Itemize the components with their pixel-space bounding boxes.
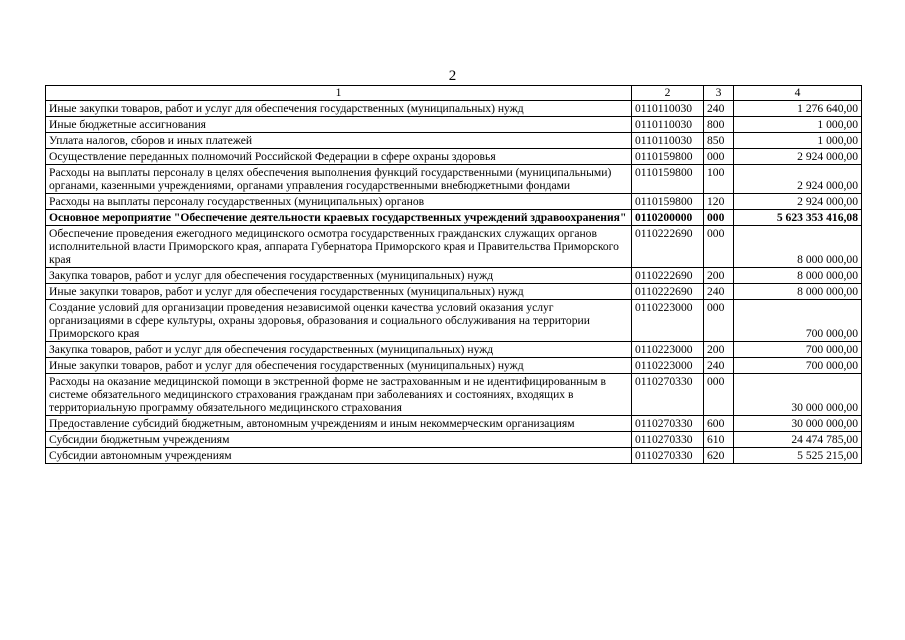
row-sum: 700 000,00	[734, 300, 862, 342]
row-sum: 1 000,00	[734, 117, 862, 133]
row-name: Иные закупки товаров, работ и услуг для обеспечения государственных (муниципальных) нужд	[46, 358, 632, 374]
row-expense-type: 240	[704, 101, 734, 117]
table-row	[46, 432, 862, 448]
row-name: Осуществление переданных полномочий Российской Федерации в сфере охраны здоровья	[46, 149, 632, 165]
row-sum: 8 000 000,00	[734, 268, 862, 284]
table-row	[46, 133, 862, 149]
budget-table	[45, 85, 862, 464]
row-sum: 24 474 785,00	[734, 432, 862, 448]
row-name: Основное мероприятие "Обеспечение деятельности краевых государственных учреждений здравоохранения"	[46, 210, 632, 226]
table-row	[46, 416, 862, 432]
row-name: Расходы на выплаты персоналу государственных (муниципальных) органов	[46, 194, 632, 210]
row-expense-type: 000	[704, 226, 734, 268]
table-row	[46, 194, 862, 210]
table-row	[46, 165, 862, 194]
table-row	[46, 342, 862, 358]
header-col-sum: 4	[734, 86, 862, 101]
row-sum: 8 000 000,00	[734, 284, 862, 300]
row-name: Закупка товаров, работ и услуг для обеспечения государственных (муниципальных) нужд	[46, 268, 632, 284]
row-sum: 700 000,00	[734, 358, 862, 374]
row-code: 0110270330	[632, 432, 704, 448]
page-number: 2	[448, 68, 457, 84]
table-row	[46, 226, 862, 268]
row-name: Иные бюджетные ассигнования	[46, 117, 632, 133]
row-expense-type: 120	[704, 194, 734, 210]
row-code: 0110223000	[632, 342, 704, 358]
row-name: Закупка товаров, работ и услуг для обеспечения государственных (муниципальных) нужд	[46, 342, 632, 358]
row-code: 0110222690	[632, 284, 704, 300]
header-col-type: 3	[704, 86, 734, 101]
row-code: 0110110030	[632, 101, 704, 117]
row-expense-type: 000	[704, 374, 734, 416]
row-sum: 2 924 000,00	[734, 194, 862, 210]
table-row	[46, 358, 862, 374]
row-code: 0110270330	[632, 416, 704, 432]
row-code: 0110270330	[632, 448, 704, 464]
row-expense-type: 200	[704, 268, 734, 284]
header-col-name: 1	[46, 86, 632, 101]
row-expense-type: 000	[704, 149, 734, 165]
row-code: 0110222690	[632, 268, 704, 284]
row-code: 0110223000	[632, 358, 704, 374]
row-sum: 30 000 000,00	[734, 374, 862, 416]
row-sum: 1 276 640,00	[734, 101, 862, 117]
row-name: Предоставление субсидий бюджетным, автономным учреждениям и иным некоммерческим организациям	[46, 416, 632, 432]
table-row	[46, 374, 862, 416]
table-row	[46, 268, 862, 284]
row-expense-type: 600	[704, 416, 734, 432]
row-expense-type: 620	[704, 448, 734, 464]
row-expense-type: 240	[704, 284, 734, 300]
row-code: 0110200000	[632, 210, 704, 226]
row-expense-type: 000	[704, 210, 734, 226]
table-row	[46, 284, 862, 300]
row-code: 0110222690	[632, 226, 704, 268]
header-col-code: 2	[632, 86, 704, 101]
row-name: Иные закупки товаров, работ и услуг для обеспечения государственных (муниципальных) нужд	[46, 101, 632, 117]
row-sum: 30 000 000,00	[734, 416, 862, 432]
row-sum: 5 623 353 416,08	[734, 210, 862, 226]
row-name: Субсидии автономным учреждениям	[46, 448, 632, 464]
table-header-row	[46, 86, 862, 101]
row-code: 0110159800	[632, 149, 704, 165]
row-expense-type: 800	[704, 117, 734, 133]
row-name: Расходы на оказание медицинской помощи в экстренной форме не застрахованным и не идентифицированным в системе обязательного медицинского страхования гражданам при заболеваниях и состояниях, входящих в территориальную программу обязательного медицинского страхования	[46, 374, 632, 416]
table-row	[46, 210, 862, 226]
row-expense-type: 100	[704, 165, 734, 194]
row-name: Создание условий для организации проведения независимой оценки качества условий оказания услуг организациями в сфере культуры, охраны здоровья, образования и социального обслуживания на территории Приморского края	[46, 300, 632, 342]
row-name: Уплата налогов, сборов и иных платежей	[46, 133, 632, 149]
row-expense-type: 610	[704, 432, 734, 448]
table-row	[46, 117, 862, 133]
row-code: 0110110030	[632, 133, 704, 149]
row-code: 0110270330	[632, 374, 704, 416]
row-sum: 8 000 000,00	[734, 226, 862, 268]
row-expense-type: 000	[704, 300, 734, 342]
row-sum: 1 000,00	[734, 133, 862, 149]
row-expense-type: 200	[704, 342, 734, 358]
row-sum: 2 924 000,00	[734, 149, 862, 165]
table-row	[46, 101, 862, 117]
table-row	[46, 149, 862, 165]
row-code: 0110159800	[632, 165, 704, 194]
row-expense-type: 850	[704, 133, 734, 149]
row-sum: 2 924 000,00	[734, 165, 862, 194]
row-code: 0110159800	[632, 194, 704, 210]
row-code: 0110223000	[632, 300, 704, 342]
row-name: Иные закупки товаров, работ и услуг для обеспечения государственных (муниципальных) нужд	[46, 284, 632, 300]
row-name: Расходы на выплаты персоналу в целях обеспечения выполнения функций государственными (муниципальными) органами, казенными учреждениями, органами управления государственными внебюджетными фондами	[46, 165, 632, 194]
table-row	[46, 300, 862, 342]
row-code: 0110110030	[632, 117, 704, 133]
row-name: Субсидии бюджетным учреждениям	[46, 432, 632, 448]
row-sum: 700 000,00	[734, 342, 862, 358]
row-sum: 5 525 215,00	[734, 448, 862, 464]
row-expense-type: 240	[704, 358, 734, 374]
row-name: Обеспечение проведения ежегодного медицинского осмотра государственных гражданских служащих органов исполнительной власти Приморского края, аппарата Губернатора Приморского края и Правительства Приморского края	[46, 226, 632, 268]
table-row	[46, 448, 862, 464]
